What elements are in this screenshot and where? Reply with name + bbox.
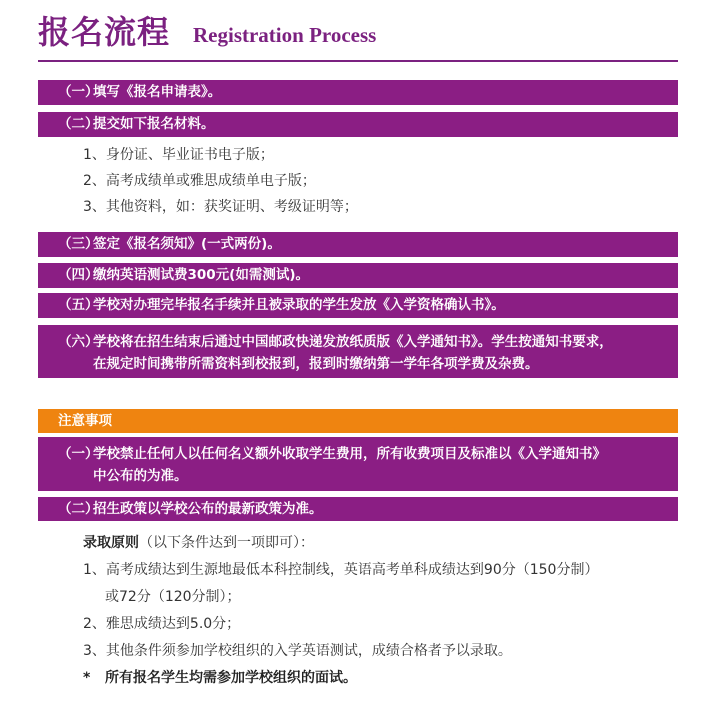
step-number: （五） (58, 297, 99, 313)
step-text: 缴纳英语测试费300元(如需测试)。 (93, 267, 310, 283)
notice-text-line-2: 中公布的为准。 (93, 468, 188, 484)
step-text: 填写《报名申请表》。 (93, 84, 222, 100)
step-number: （六） (58, 334, 99, 350)
step-text-line-2: 在规定时间携带所需资料到校报到，报到时缴纳第一学年各项学费及杂费。 (93, 356, 539, 372)
notice-bar-1 (38, 437, 678, 491)
admission-title-bold: 录取原则 (83, 535, 139, 551)
interview-note (83, 665, 598, 692)
step-text-block (93, 331, 678, 375)
notice-number: （一） (58, 446, 99, 462)
notice-text-block (93, 443, 678, 487)
title-divider (38, 60, 678, 62)
step-bar-5 (38, 293, 678, 318)
notice-text: 招生政策以学校公布的最新政策为准。 (93, 501, 323, 517)
admission-rules (83, 530, 598, 692)
step-number: （一） (58, 84, 99, 100)
interview-note-text: 所有报名学生均需参加学校组织的面试。 (105, 670, 357, 686)
rule-item: 3、其他条件须参加学校组织的入学英语测试，成绩合格者予以录取。 (83, 643, 512, 659)
step-number: （二） (58, 116, 99, 132)
notice-bar-2 (38, 497, 678, 521)
list-item: 1、身份证、毕业证书电子版； (83, 147, 274, 163)
step-bar-1 (38, 80, 678, 105)
step-text: 学校对办理完毕报名手续并且被录取的学生发放《入学资格确认书》。 (93, 297, 505, 313)
step-bar-3 (38, 232, 678, 257)
rule-item-continued: 或72分（120分制）； (105, 589, 241, 605)
step-number: （四） (58, 267, 99, 283)
list-item: 3、其他资料，如：获奖证明、考级证明等； (83, 199, 358, 215)
page-title-en: Registration Process (193, 23, 377, 47)
rule-item: 2、雅思成绩达到5.0分； (83, 616, 241, 632)
step-text: 提交如下报名材料。 (93, 116, 215, 132)
step-text: 签定《报名须知》(一式两份)。 (93, 236, 281, 252)
step-bar-2 (38, 112, 678, 137)
admission-title-rest: （以下条件达到一项即可）： (139, 535, 314, 551)
materials-list (83, 142, 358, 220)
admission-title (83, 530, 598, 557)
step-bar-4 (38, 263, 678, 288)
notice-number: （二） (58, 501, 99, 517)
star-icon: * (83, 670, 91, 686)
rule-item: 1、高考成绩达到生源地最低本科控制线，英语高考单科成绩达到90分（150分制） (83, 562, 599, 578)
step-bar-6 (38, 325, 678, 378)
list-item: 2、高考成绩单或雅思成绩单电子版； (83, 173, 316, 189)
notice-heading: 注意事项 (58, 413, 112, 429)
notice-heading-bar (38, 409, 678, 433)
notice-text-line-1: 学校禁止任何人以任何名义额外收取学生费用，所有收费项目及标准以《入学通知书》 (93, 446, 606, 462)
step-text-line-1: 学校将在招生结束后通过中国邮政快递发放纸质版《入学通知书》。学生按通知书要求， (93, 334, 613, 350)
step-number: （三） (58, 236, 99, 252)
page-title-cn: 报名流程 (38, 13, 171, 51)
